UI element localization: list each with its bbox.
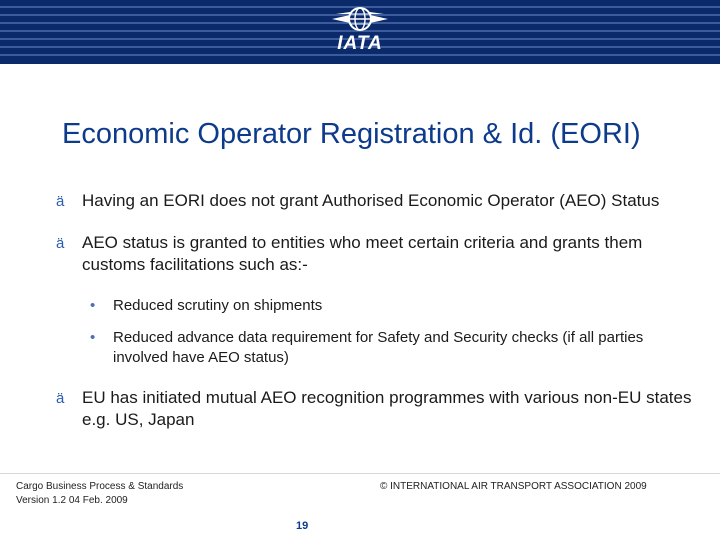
footer-divider — [0, 473, 720, 474]
dot-bullet-icon: • — [90, 329, 96, 346]
iata-logo — [300, 6, 420, 58]
slide-title: Economic Operator Registration & Id. (EORI) — [62, 118, 641, 150]
bullet-item — [56, 190, 696, 212]
footer-doc-title: Cargo Business Process & Standards — [16, 481, 184, 492]
slide-content — [56, 190, 696, 431]
footer-version: Version 1.2 04 Feb. 2009 — [16, 495, 128, 506]
footer-document-info — [16, 480, 183, 508]
arrow-bullet-icon: ä — [56, 235, 65, 252]
page-number: 19 — [296, 520, 309, 532]
bullet-text: Having an EORI does not grant Authorised Economic Operator (AEO) Status — [82, 191, 660, 210]
sub-bullet-item — [56, 296, 696, 316]
globe-wings-icon — [328, 6, 392, 32]
bullet-item — [56, 232, 696, 276]
bullet-text: AEO status is granted to entities who meet certain criteria and grants them customs facilitations such as:- — [82, 233, 643, 274]
sub-bullet-item — [56, 328, 696, 368]
bullet-text: EU has initiated mutual AEO recognition programmes with various non-EU states e.g. US, Japan — [82, 388, 692, 429]
logo-text: IATA — [337, 33, 383, 54]
sub-bullet-text: Reduced advance data requirement for Safety and Security checks (if all parties involved have AEO status) — [113, 329, 644, 366]
sub-bullet-text: Reduced scrutiny on shipments — [113, 297, 323, 314]
arrow-bullet-icon: ä — [56, 193, 65, 210]
arrow-bullet-icon: ä — [56, 390, 65, 407]
header-band — [0, 0, 720, 64]
bullet-item — [56, 387, 696, 431]
dot-bullet-icon: • — [90, 297, 96, 314]
footer-copyright: © INTERNATIONAL AIR TRANSPORT ASSOCIATION 2009 — [380, 481, 647, 492]
